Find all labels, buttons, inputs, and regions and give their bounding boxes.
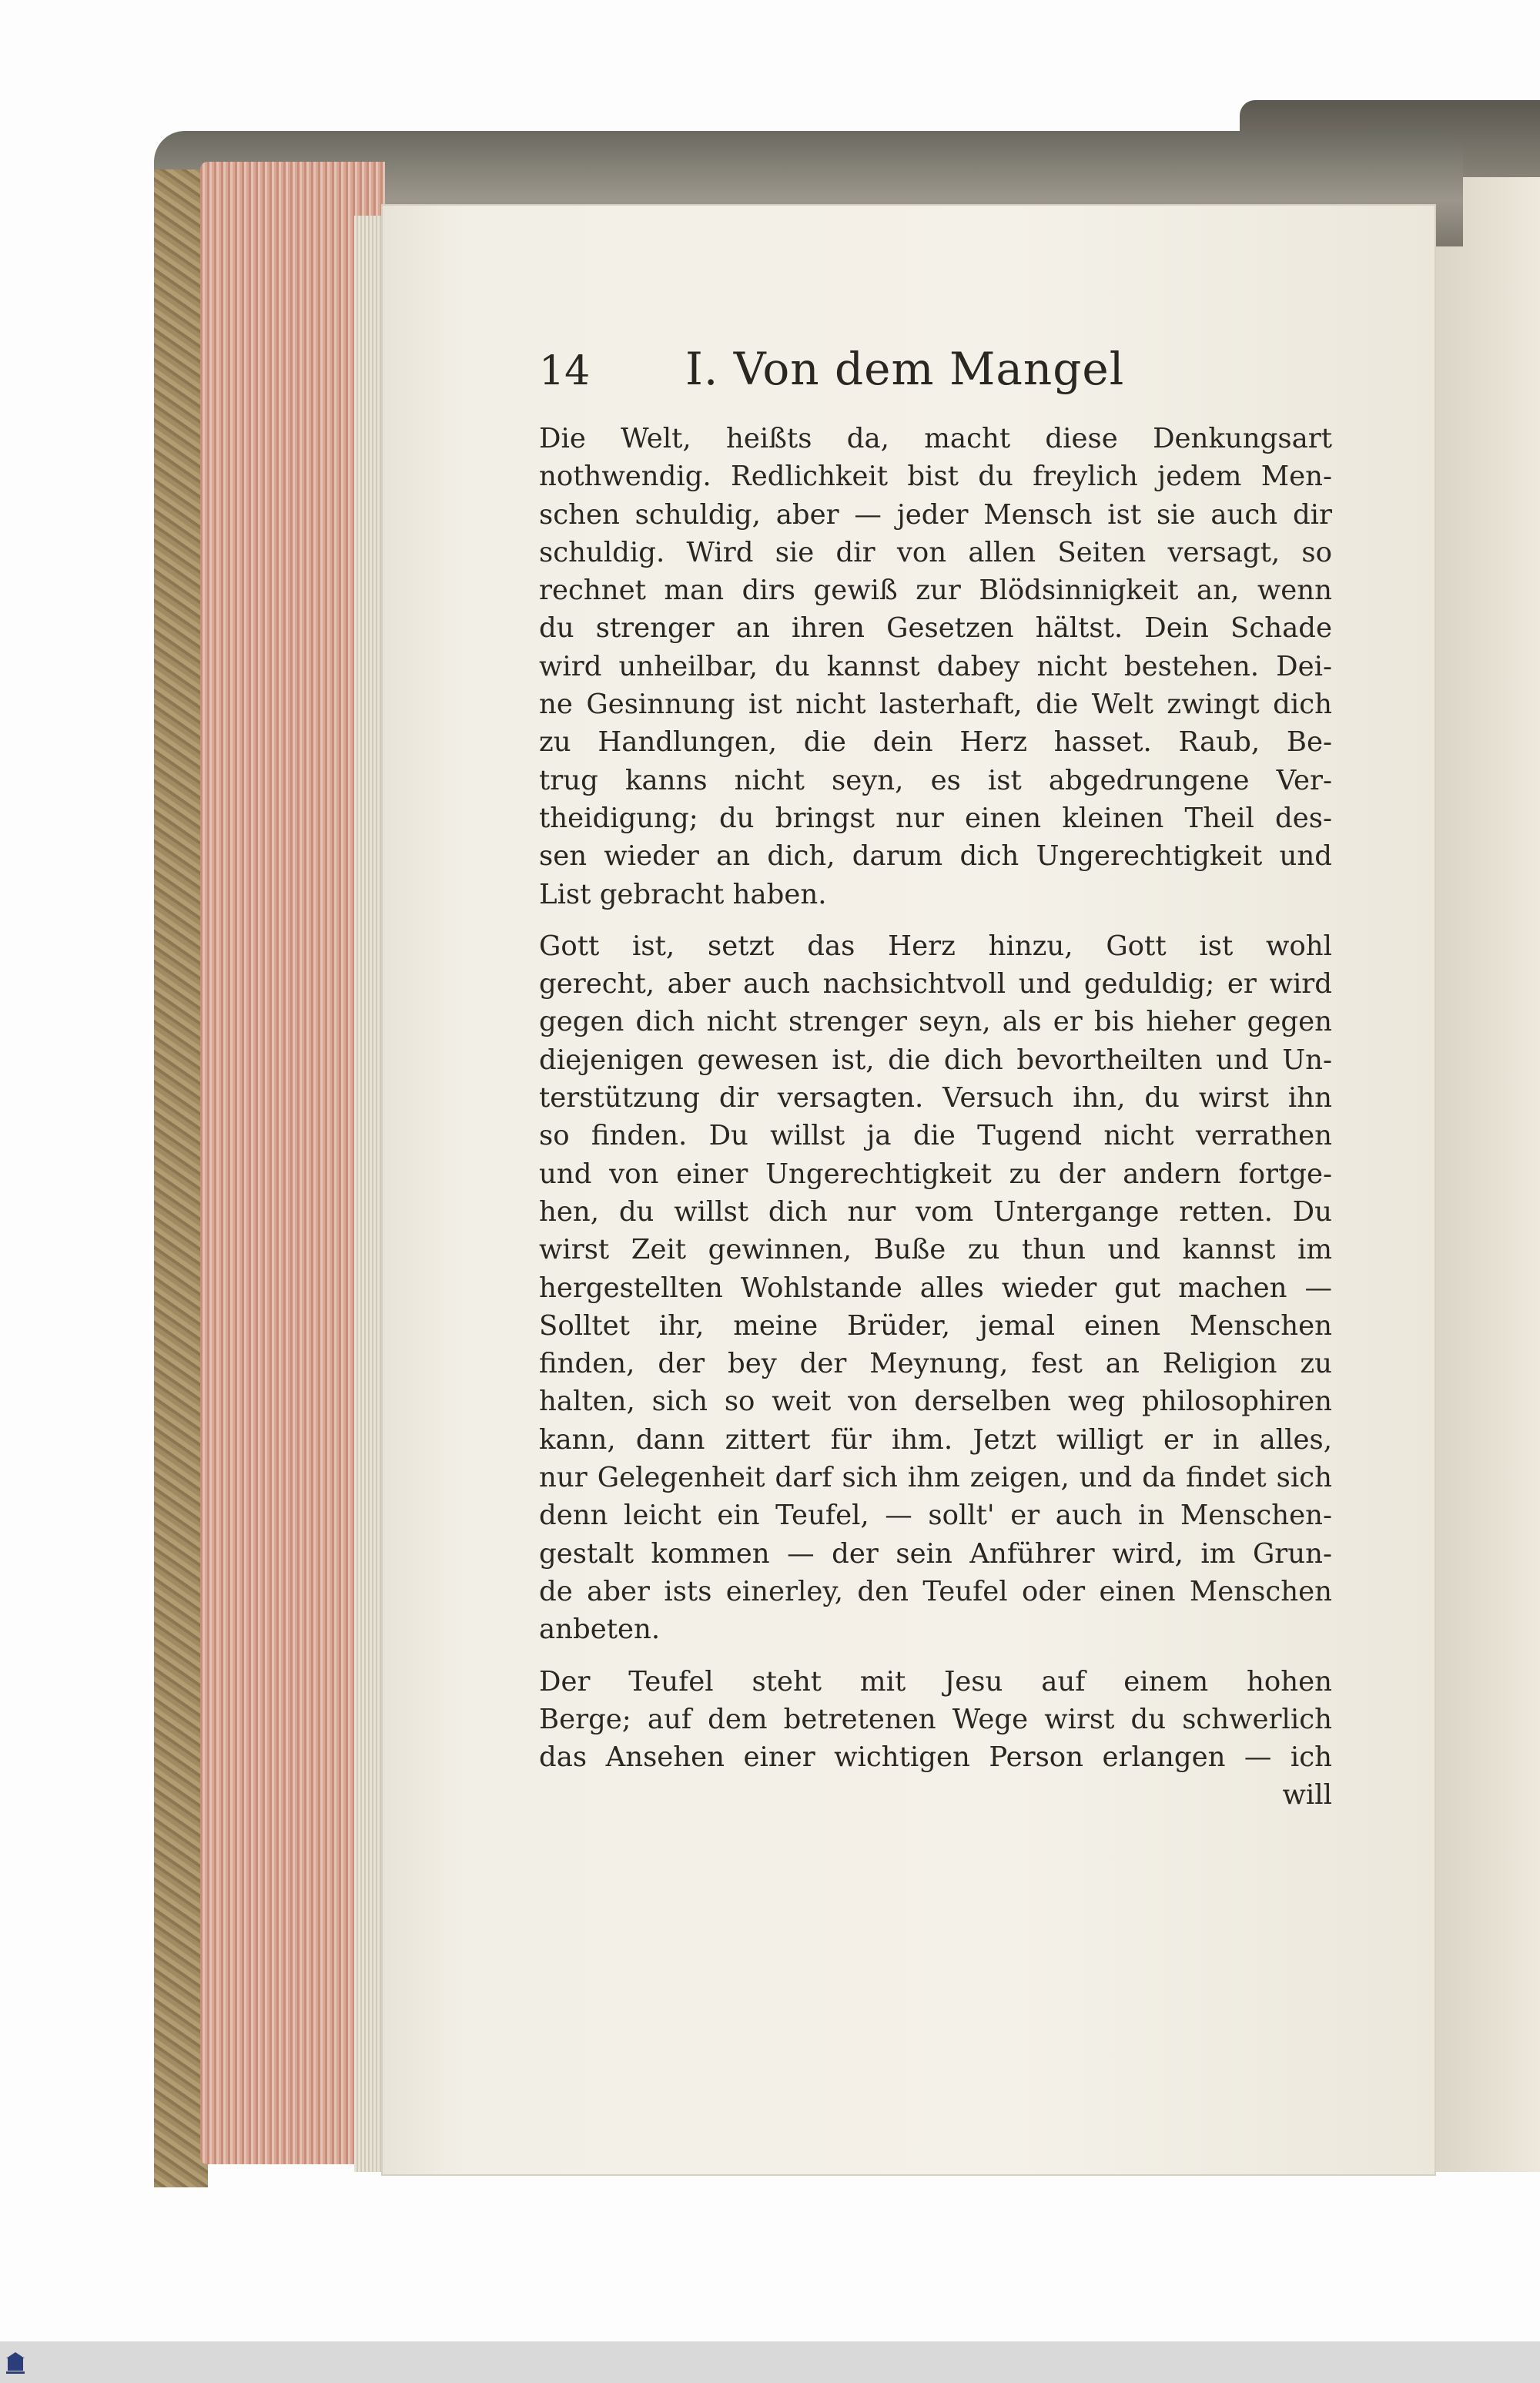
text-line: kann, dann zittert für ihm. Jetzt willigt er in alles,: [539, 1423, 1332, 1456]
text-line: rechnet man dirs gewiß zur Blödsinnigkeit an, wenn: [539, 575, 1332, 607]
library-logo-icon: [5, 2351, 26, 2377]
text-line: nothwendig. Redlichkeit bist du freylich jedem Men-: [539, 461, 1332, 493]
text-line: Solltet ihr, meine Brüder, jemal einen Menschen: [539, 1309, 1332, 1342]
paragraph-1: [539, 420, 1332, 913]
text-line: theidigung; du bringst nur einen kleinen Theil des-: [539, 802, 1332, 834]
text-line: hen, du willst dich nur vom Untergange retten. Du: [539, 1195, 1332, 1228]
text-line: Gott ist, setzt das Herz hinzu, Gott ist wohl: [539, 930, 1332, 962]
text-line: du strenger an ihren Gesetzen hältst. Dein Schade: [539, 612, 1332, 645]
paragraph-2: [539, 927, 1332, 1649]
adjacent-volume-pages: [1432, 177, 1540, 2172]
page-number: 14: [539, 348, 591, 394]
running-head: I. Von dem Mangel: [685, 343, 1125, 395]
text-line: gegen dich nicht strenger seyn, als er bis hieher gegen: [539, 1006, 1332, 1038]
text-line: List gebracht haben.: [539, 878, 827, 910]
text-line: nur Gelegenheit darf sich ihm zeigen, und da findet sich: [539, 1462, 1332, 1494]
text-line: das Ansehen einer wichtigen Person erlangen — ich: [539, 1741, 1332, 1774]
text-line: gerecht, aber auch nachsichtvoll und geduldig; er wird: [539, 968, 1332, 1000]
text-line: denn leicht ein Teufel, — sollt' er auch in Menschen-: [539, 1500, 1332, 1532]
text-line: halten, sich so weit von derselben weg philosophiren: [539, 1386, 1332, 1418]
paragraph-3: [539, 1663, 1332, 1815]
text-line: sen wieder an dich, darum dich Ungerechtigkeit und: [539, 840, 1332, 873]
text-line: wirst Zeit gewinnen, Buße zu thun und kannst im: [539, 1234, 1332, 1266]
text-line: wird unheilbar, du kannst dabey nicht bestehen. Dei-: [539, 650, 1332, 682]
text-line: trug kanns nicht seyn, es ist abgedrungene Ver-: [539, 764, 1332, 796]
text-line: anbeten.: [539, 1614, 661, 1646]
text-line: de aber ists einerley, den Teufel oder einen Menschen: [539, 1575, 1332, 1607]
text-line: ne Gesinnung ist nicht lasterhaft, die Welt zwingt dich: [539, 689, 1332, 721]
text-line: Berge; auf dem betretenen Wege wirst du schwerlich: [539, 1703, 1332, 1735]
viewer-footer-bar: [0, 2341, 1540, 2383]
text-line: hergestellten Wohlstande alles wieder gut machen —: [539, 1272, 1332, 1304]
text-line: schen schuldig, aber — jeder Mensch ist sie auch dir: [539, 498, 1332, 531]
text-line: Die Welt, heißts da, macht diese Denkungsart: [539, 423, 1332, 454]
text-line: finden, der bey der Meynung, fest an Religion zu: [539, 1348, 1332, 1380]
page-header: [539, 343, 1332, 412]
text-line: diejenigen gewesen ist, die dich bevortheilten und Un-: [539, 1044, 1332, 1076]
text-line: Der Teufel steht mit Jesu auf einem hohen: [539, 1665, 1332, 1698]
catchword: will: [1282, 1779, 1332, 1812]
text-line: gestalt kommen — der sein Anführer wird, im Grun-: [539, 1537, 1332, 1570]
text-line: schuldig. Wird sie dir von allen Seiten versagt, so: [539, 536, 1332, 568]
text-line: so finden. Du willst ja die Tugend nicht verrathen: [539, 1120, 1332, 1152]
text-line: und von einer Ungerechtigkeit zu der andern fortge-: [539, 1158, 1332, 1190]
page-text: [539, 343, 1332, 1828]
text-line: terstützung dir versagten. Versuch ihn, du wirst ihn: [539, 1082, 1332, 1114]
text-line: zu Handlungen, die dein Herz hasset. Raub, Be-: [539, 726, 1332, 759]
